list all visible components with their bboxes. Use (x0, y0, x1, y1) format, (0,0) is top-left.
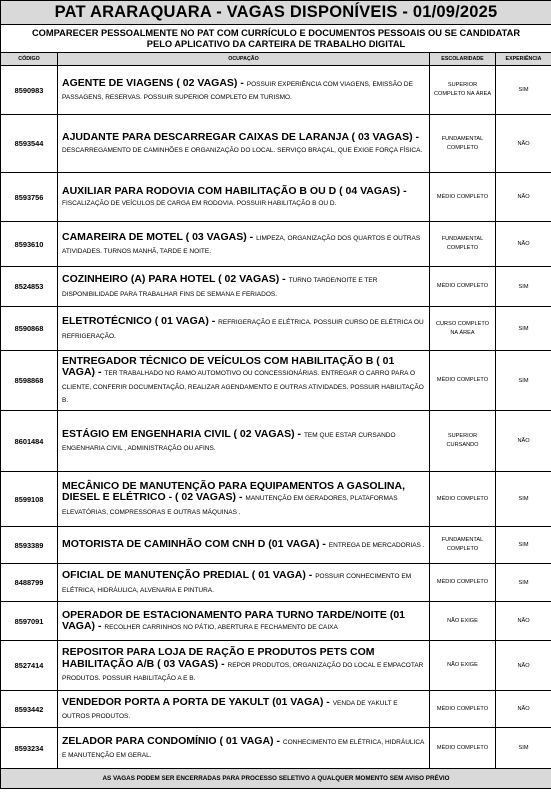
job-occupation (58, 641, 430, 691)
job-title: ENTREGADOR TÉCNICO DE VEÍCULOS COM HABILITAÇÃO B ( 01 VAGA) (62, 354, 395, 378)
job-title-separator: - (323, 695, 333, 708)
job-title: MECÂNICO DE MANUTENÇÃO PARA EQUIPAMENTOS A GASOLINA, DIESEL E ELÉTRICO - ( 02 VAGAS) (62, 479, 406, 504)
job-row (1, 691, 551, 728)
job-title: COZINHEIRO (A) PARA HOTEL ( 02 VAGAS) (62, 273, 280, 285)
job-occupation (58, 66, 430, 115)
job-row (1, 527, 551, 564)
job-education: MÉDIO COMPLETO (430, 267, 496, 307)
job-education: NÃO EXIGE (430, 641, 496, 691)
job-occupation (58, 411, 430, 472)
column-header-row (1, 53, 551, 66)
job-experience: NÃO (496, 691, 551, 728)
job-code: 8598868 (1, 351, 58, 411)
job-title-separator: - (319, 538, 329, 551)
job-code: 8488799 (1, 564, 58, 602)
job-description: REPOR PRODUTOS, ORGANIZAÇÃO DO LOCAL E EMPACOTAR PRODUTOS. POSSUIR HABILITAÇÃO A E B. (62, 661, 424, 683)
job-row (1, 307, 551, 351)
job-occupation (58, 351, 430, 411)
job-education: SUPERIOR CURSANDO (430, 411, 496, 472)
job-description: FISCALIZAÇÃO DE VEÍCULOS DE CARGA EM RODOVIA. POSSUIR HABILITAÇÃO B OU D. (62, 200, 337, 207)
job-occupation (58, 564, 430, 602)
job-description: POSSUIR EXPERIÊNCIA COM VIAGENS, EMISSÃO DE PASSAGENS, RESERVAS. POSSUIR SUPERIOR COMPLETO EM TURISMO. (62, 80, 413, 101)
job-description: TER TRABALHADO NO RAMO AUTOMOTIVO OU CONCESSIONÁRIAS. ENTREGAR O CARRO PARA O CLIENTE, CONFERIR DOCUMENTAÇÃO, REALIZAR AGENDAMENTO E OUTRAS ATIVIDADES. POSSUIR HABILITAÇÃO B. (62, 370, 424, 404)
job-row (1, 472, 551, 527)
job-row (1, 411, 551, 472)
column-header-education: ESCOLARIDADE (430, 53, 496, 66)
job-occupation (58, 267, 430, 307)
instructions-line-1: COMPARECER PESSOALMENTE NO PAT COM CURRÍCULO E DOCUMENTOS PESSOAIS OU SE CANDIDATAR (31, 27, 521, 38)
job-education: MÉDIO COMPLETO (430, 564, 496, 602)
job-title: REPOSITOR PARA LOJA DE RAÇÃO E PRODUTOS PETS COM HABILITAÇÃO A/B ( 03 VAGAS) (62, 646, 375, 670)
job-title: OFICIAL DE MANUTENÇÃO PREDIAL ( 01 VAGA) (62, 569, 306, 581)
job-education: CURSO COMPLETO NA ÁREA (430, 307, 496, 351)
job-row (1, 267, 551, 307)
job-row (1, 115, 551, 173)
job-description: ENTREGA DE MERCADORIAS . (328, 542, 425, 550)
job-description: POSSUIR CONHECIMENTO EM ELÉTRICA, HIDRÁULICA, ALVENARIA E PINTURA. (62, 573, 412, 594)
job-experience: NÃO (496, 222, 551, 267)
instructions-line-2: PELO APLICATIVO DA CARTEIRA DE TRABALHO DIGITAL (146, 38, 406, 49)
job-description: VENDA DE YAKULT E OUTROS PRODUTOS. (62, 699, 398, 720)
job-title-separator: - (400, 184, 407, 197)
job-description: REFRIGERAÇÃO E ELÉTRICA. POSSUIR CURSO DE ELÉTRICA OU REFRIGERAÇÃO. (62, 319, 424, 340)
job-title-separator: - (412, 131, 420, 143)
job-description: LIMPEZA, ORGANIZAÇÃO DOS QUARTOS E OUTRAS ATIVIDADES. TURNOS MANHÃ, TARDE E NOITE. (62, 234, 421, 255)
job-occupation (58, 691, 430, 728)
job-experience: SIM (496, 472, 551, 527)
job-occupation (58, 307, 430, 351)
job-row (1, 351, 551, 411)
job-education: MÉDIO COMPLETO (430, 472, 496, 527)
job-title-separator: - (237, 76, 247, 89)
job-experience: SIM (496, 351, 551, 411)
job-code: 8593389 (1, 527, 58, 564)
job-code: 8590868 (1, 307, 58, 351)
job-code: 8593544 (1, 115, 58, 173)
job-title: AJUDANTE PARA DESCARREGAR CAIXAS DE LARANJA ( 03 VAGAS) (62, 131, 413, 143)
job-title-separator: - (236, 491, 246, 504)
job-occupation (58, 527, 430, 564)
job-occupation (58, 602, 430, 641)
job-row (1, 728, 551, 769)
job-row (1, 66, 551, 115)
job-education: MÉDIO COMPLETO (430, 691, 496, 728)
job-code: 8593610 (1, 222, 58, 267)
job-title-separator: - (95, 620, 105, 632)
column-header-code: CÓDIGO (1, 53, 58, 66)
job-experience: SIM (496, 267, 551, 307)
job-title: MOTORISTA DE CAMINHÃO COM CNH D (01 VAGA) (62, 538, 320, 551)
job-title-separator: - (305, 569, 316, 581)
job-occupation (58, 173, 430, 222)
job-experience: NÃO (496, 411, 551, 472)
job-row (1, 222, 551, 267)
job-code: 8597091 (1, 602, 58, 641)
job-title: AUXILIAR PARA RODOVIA COM HABILITAÇÃO B OU D ( 04 VAGAS) (62, 184, 401, 197)
job-education: SUPERIOR COMPLETO NA ÁREA (430, 66, 496, 115)
job-code: 8593234 (1, 728, 58, 769)
job-education: FUNDAMENTAL COMPLETO (430, 527, 496, 564)
job-title: OPERADOR DE ESTACIONAMENTO PARA TURNO TARDE/NOITE (01 VAGA) (62, 608, 406, 632)
job-description: TEM QUE ESTAR CURSANDO ENGENHARIA CIVIL , ADMINISTRAÇÃO OU AFINS. (62, 431, 396, 452)
job-row (1, 173, 551, 222)
job-experience: SIM (496, 66, 551, 115)
job-description: CONHECIMENTO EM ELÉTRICA, HIDRÁULICA E MANUTENÇÃO EM GERAL. (62, 738, 425, 759)
job-description: TURNO TARDE/NOITE E TER DISPONIBILIDADE PARA TRABALHAR FINS DE SEMANA E FERIADOS. (62, 277, 378, 298)
job-title-separator: - (95, 366, 105, 378)
job-title: VENDEDOR PORTA A PORTA DE YAKULT (01 VAGA) (62, 695, 324, 708)
job-description: DESCARREGAMENTO DE CAMINHÕES E ORGANIZAÇÃO DO LOCAL. SERVIÇO BRAÇAL, QUE EXIGE FORÇA FÍSICA. (62, 146, 423, 154)
job-title: CAMAREIRA DE MOTEL ( 03 VAGAS) (62, 230, 247, 243)
job-education: NÃO EXIGE (430, 602, 496, 641)
job-education: FUNDAMENTAL COMPLETO (430, 115, 496, 173)
job-occupation (58, 472, 430, 527)
job-education: MÉDIO COMPLETO (430, 351, 496, 411)
job-experience: SIM (496, 564, 551, 602)
job-row (1, 641, 551, 691)
job-experience: NÃO (496, 173, 551, 222)
job-experience: NÃO (496, 641, 551, 691)
job-row (1, 602, 551, 641)
job-code: 8524853 (1, 267, 58, 307)
job-title-separator: - (273, 734, 283, 747)
job-title-separator: - (246, 230, 257, 243)
job-code: 8593442 (1, 691, 58, 728)
job-education: FUNDAMENTAL COMPLETO (430, 222, 496, 267)
job-title-separator: - (218, 657, 228, 670)
job-code: 8593756 (1, 173, 58, 222)
job-occupation (58, 728, 430, 769)
job-title: AGENTE DE VIAGENS ( 02 VAGAS) (62, 76, 238, 89)
page-title: PAT ARARAQUARA - VAGAS DISPONÍVEIS - 01/09/2025 (1, 1, 551, 25)
job-title-separator: - (279, 273, 289, 285)
job-description: MANUTENÇÃO EM GERADORES, PLATAFORMAS ELEVATÓRIAS, COMPRESSORAS E OUTRAS MÁQUINAS . (62, 495, 398, 516)
job-education: MÉDIO COMPLETO (430, 173, 496, 222)
column-header-occupation: OCUPAÇÃO (58, 53, 430, 66)
job-code: 8590983 (1, 66, 58, 115)
job-experience: NÃO (496, 115, 551, 173)
job-title-separator: - (208, 315, 219, 327)
job-experience: SIM (496, 527, 551, 564)
job-title: ELETROTÉCNICO ( 01 VAGA) (62, 315, 209, 327)
job-experience: NÃO (496, 602, 551, 641)
job-title: ZELADOR PARA CONDOMÍNIO ( 01 VAGA) (62, 734, 274, 747)
footer-notice: AS VAGAS PODEM SER ENCERRADAS PARA PROCESSO SELETIVO A QUALQUER MOMENTO SEM AVISO PRÉVIO (1, 769, 551, 789)
job-code: 8601484 (1, 411, 58, 472)
job-experience: SIM (496, 728, 551, 769)
column-header-experience: EXPERIÊNCIA (496, 53, 551, 66)
job-rows (1, 66, 551, 769)
job-experience: SIM (496, 307, 551, 351)
job-title: ESTÁGIO EM ENGENHARIA CIVIL ( 02 VAGAS) (62, 427, 295, 440)
job-code: 8527414 (1, 641, 58, 691)
job-row (1, 564, 551, 602)
job-code: 8599108 (1, 472, 58, 527)
job-title-separator: - (294, 427, 304, 440)
job-education: MÉDIO COMPLETO (430, 728, 496, 769)
job-occupation (58, 115, 430, 173)
job-description: RECOLHER CARRINHOS NO PÁTIO, ABERTURA E FECHAMENTO DE CAIXA (104, 624, 338, 631)
job-occupation (58, 222, 430, 267)
instructions (1, 25, 551, 53)
